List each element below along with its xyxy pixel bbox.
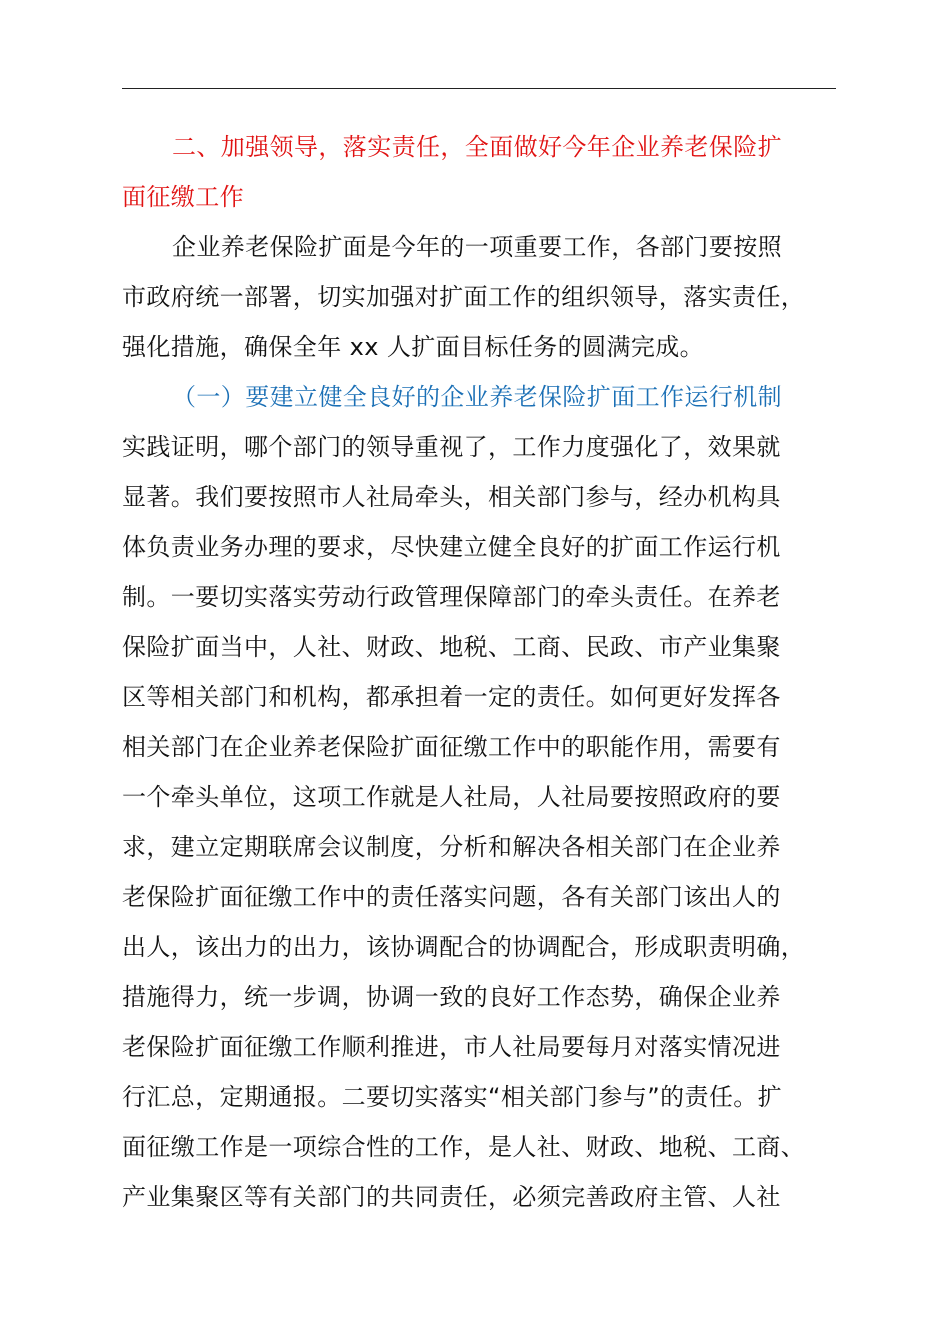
paragraph-line: 出人，该出力的出力，该协调配合的协调配合，形成职责明确， [122, 933, 806, 961]
paragraph-line: 求，建立定期联席会议制度，分析和解决各相关部门在企业养 [122, 833, 781, 861]
paragraph-line: 一个牵头单位，这项工作就是人社局，人社局要按照政府的要 [122, 783, 781, 811]
paragraph-line: 行汇总，定期通报。二要切实落实“相关部门参与”的责任。扩 [122, 1083, 783, 1111]
section-heading-line: 面征缴工作 [122, 183, 244, 211]
paragraph-line: 老保险扩面征缴工作中的责任落实问题，各有关部门该出人的 [122, 883, 781, 911]
paragraph-line: 显著。我们要按照市人社局牵头，相关部门参与，经办机构具 [122, 483, 781, 511]
paragraph-line: 市政府统一部署，切实加强对扩面工作的组织领导，落实责任， [122, 283, 806, 311]
paragraph-line: 区等相关部门和机构，都承担着一定的责任。如何更好发挥各 [122, 683, 781, 711]
paragraph-line: 措施得力，统一步调，协调一致的良好工作态势，确保企业养 [122, 983, 781, 1011]
paragraph-line: 强化措施，确保全年 xx 人扩面目标任务的圆满完成。 [122, 333, 705, 361]
paragraph-line: 产业集聚区等有关部门的共同责任，必须完善政府主管、人社 [122, 1183, 781, 1211]
intro-paragraph [122, 222, 836, 372]
paragraph-line: 相关部门在企业养老保险扩面征缴工作中的职能作用，需要有 [122, 733, 781, 761]
paragraph-line: 保险扩面当中，人社、财政、地税、工商、民政、市产业集聚 [122, 633, 781, 661]
paragraph-line: 企业养老保险扩面是今年的一项重要工作，各部门要按照 [172, 233, 782, 261]
top-divider-line [122, 88, 836, 89]
paragraph-line: 实践证明，哪个部门的领导重视了，工作力度强化了，效果就 [122, 433, 781, 461]
document-page [122, 122, 836, 1222]
paragraph-line: 老保险扩面征缴工作顺利推进，市人社局要每月对落实情况进 [122, 1033, 781, 1061]
body-paragraph [122, 422, 836, 1222]
section-heading-line: 二、加强领导，落实责任，全面做好今年企业养老保险扩 [172, 133, 782, 161]
section-heading [122, 122, 836, 222]
subheading: （一）要建立健全良好的企业养老保险扩面工作运行机制 [172, 383, 782, 411]
paragraph-line: 体负责业务办理的要求，尽快建立健全良好的扩面工作运行机 [122, 533, 781, 561]
paragraph-line: 制。一要切实落实劳动行政管理保障部门的牵头责任。在养老 [122, 583, 781, 611]
paragraph-line: 面征缴工作是一项综合性的工作，是人社、财政、地税、工商、 [122, 1133, 806, 1161]
